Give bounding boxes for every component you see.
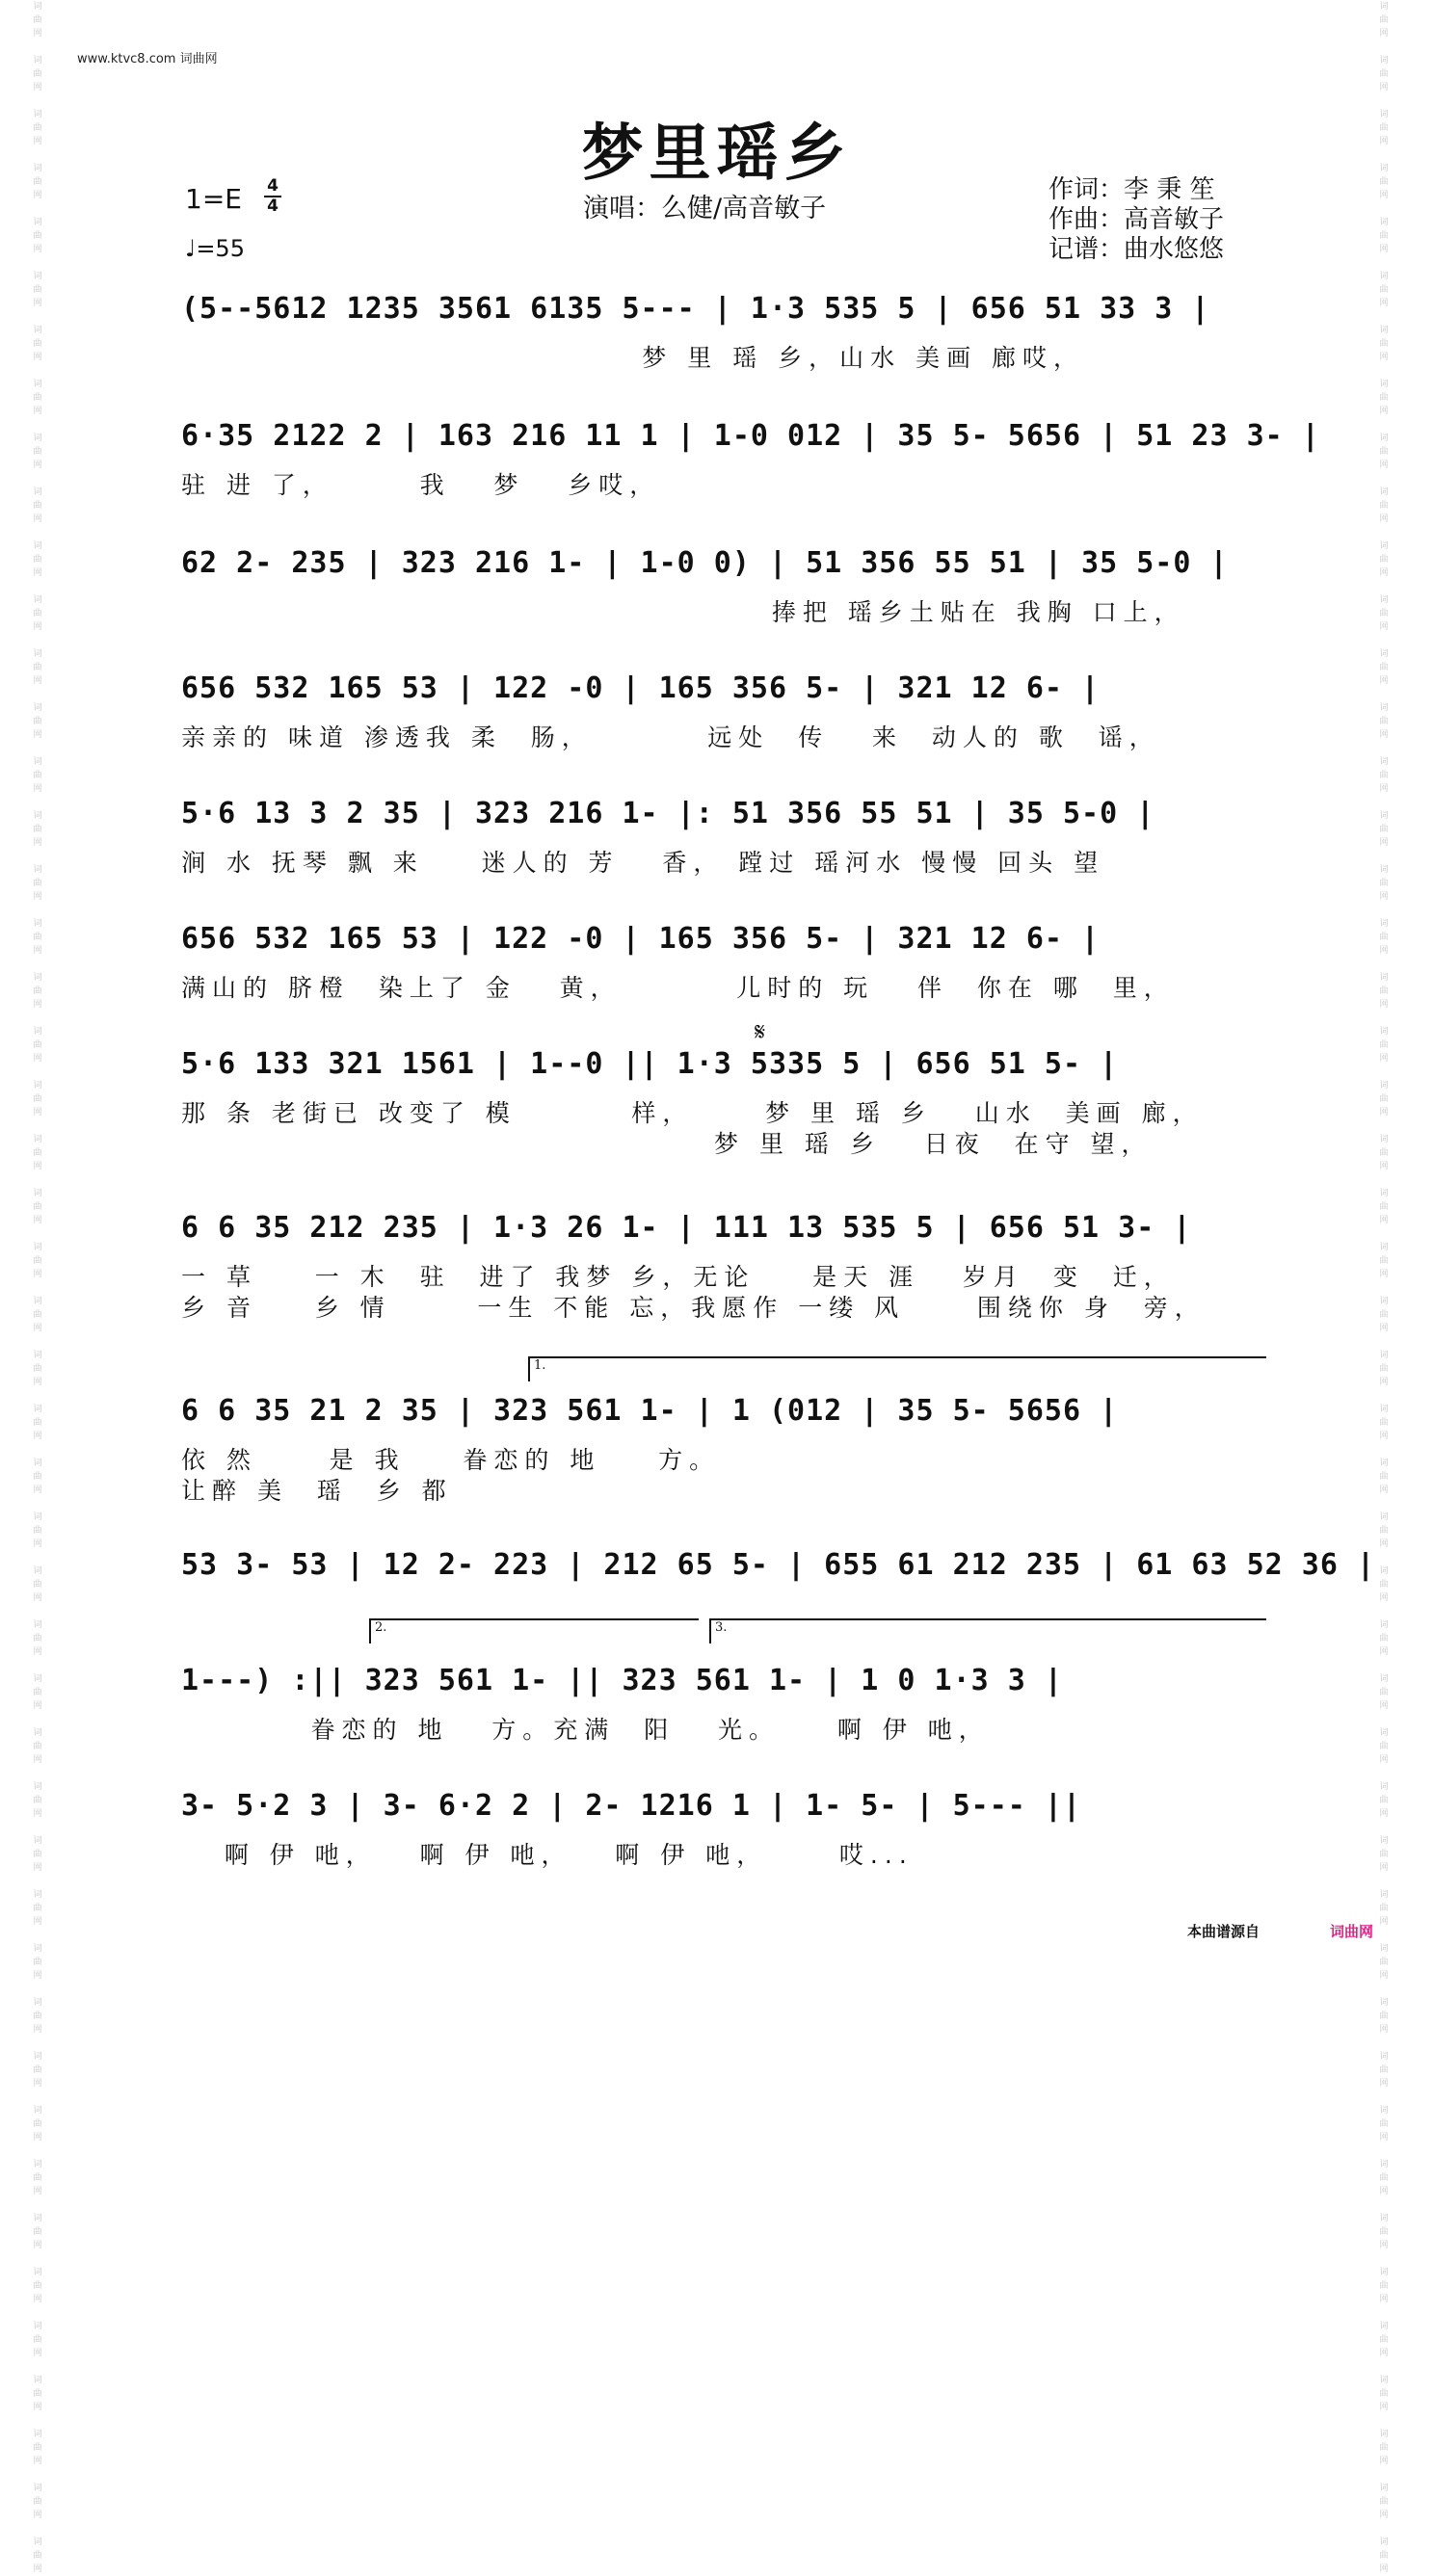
volta-second-ending: 2. xyxy=(369,1618,699,1643)
time-signature xyxy=(262,177,283,216)
credits-block xyxy=(1048,175,1224,265)
notation-line: 3‑ 5·2 3 | 3‑ 6·2 2 | 2‑ 1216 1 | 1‑ 5‑ | 5‑‑‑ || xyxy=(181,1789,1082,1823)
volta-first-ending: 1. xyxy=(528,1356,1266,1381)
volta-third-ending: 3. xyxy=(709,1618,1266,1643)
site-watermark: www.ktvc8.com 词曲网 xyxy=(77,52,218,66)
score-system xyxy=(181,285,1257,374)
footer-source-text: 本曲谱源自 xyxy=(1187,1923,1261,1940)
transcriber-credit: 记谱：曲水悠悠 xyxy=(1048,235,1225,264)
score-system xyxy=(181,790,1257,879)
score-system xyxy=(181,539,1257,628)
song-title: 梦里瑶乡 xyxy=(581,118,852,190)
lyric-line: 捧把 瑶乡土贴在 我胸 口上， xyxy=(181,598,1185,626)
notation-line: 6·35 2122 2 | 163 216 11 1 | 1‑0 012 | 35 5‑ 5656 | 51 23 3‑ | xyxy=(181,419,1320,453)
lyric-line: 依 然 是 我 眷恋的 地 方。 xyxy=(181,1446,721,1474)
notation-line: (5‑‑5612 1235 3561 6135 5‑‑‑ | 1·3 535 5 | 656 51 33 3 | xyxy=(181,292,1210,326)
notation-line: 1‑‑‑) :|| 323 561 1‑ || 323 561 1‑ | 1 0 1·3 3 | xyxy=(181,1664,1063,1697)
score-system xyxy=(181,915,1257,1004)
lyricist-credit: 作词：李 秉 笙 xyxy=(1048,175,1215,204)
key-signature: 1=E xyxy=(185,183,242,215)
lyric-line: 那 条 老街已 改变了 模 样， 梦 里 瑶 乡 山水 美画 廊， xyxy=(181,1099,1204,1127)
score-system xyxy=(181,1657,1257,1746)
lyric-line: 梦 里 瑶 乡 日夜 在守 望， xyxy=(181,1130,1153,1158)
notation-line: 53 3‑ 53 | 12 2‑ 223 | 212 65 5‑ | 655 61 212 235 | 61 63 52 36 | xyxy=(181,1548,1375,1582)
lyric-line: 满山的 脐橙 染上了 金 黄， 儿时的 玩 伴 你在 哪 里， xyxy=(181,974,1175,1002)
score-system xyxy=(181,412,1320,501)
score-system xyxy=(181,665,1257,753)
tempo-marking: ♩=55 xyxy=(185,235,245,262)
notation-line: 656 532 165 53 | 122 ‑0 | 165 356 5‑ | 321 12 6‑ | xyxy=(181,922,1101,956)
lyric-line: 让醉 美 瑶 乡 都 xyxy=(181,1477,453,1505)
notation-line: 656 532 165 53 | 122 ‑0 | 165 356 5‑ | 321 12 6‑ | xyxy=(181,671,1101,705)
score-system xyxy=(181,1387,1257,1507)
lyric-line: 啊 伊 吔， 啊 伊 吔， 啊 伊 吔， 哎... xyxy=(181,1841,914,1869)
score-system xyxy=(181,1782,1257,1871)
left-margin-watermark: 词 曲 网 词 曲 网 词 曲 网 词 曲 网 词 曲 网 词 曲 网 词 曲 网 词 曲 网 词 曲 网 词 曲 网 词 曲 网 词 曲 网 词 曲 网 词 曲 网 词 曲 网 词 曲 网 词 曲 网 词 曲 网 词 曲 网 词 曲 网 词 曲 网 词 曲 网 词 曲 网 词 曲 网 词 曲 网 词 曲 网 词 曲 网 词 曲 网 词 曲 网 词 曲 网 词 曲 网 词 曲 网 词 曲 网 词 曲 网 词 曲 网 词 曲 网 词 曲 网 词 曲 网 词 曲 网 词 曲 网 词 曲 网 词 曲 网 词 曲 网 词 曲 网 词 曲 网 词 曲 网 词 曲 网 词 曲 网 xyxy=(33,2,42,2574)
segno-sign: 𝄋 xyxy=(755,1018,766,1047)
lyric-line: 驻 进 了， 我 梦 乡哎， xyxy=(181,471,661,499)
composer-credit: 作曲：高音敏子 xyxy=(1048,205,1225,234)
score-system xyxy=(181,1541,1375,1590)
lyric-line: 乡 音 乡 情 一生 不能 忘，我愿作 一缕 风 围绕你 身 旁， xyxy=(181,1294,1206,1322)
lyric-line: 涧 水 抚琴 飘 来 迷人的 芳 香， 蹚过 瑶河水 慢慢 回头 望 xyxy=(181,849,1105,877)
score-system xyxy=(181,1040,1257,1160)
lyric-line: 一 草 一 木 驻 进了 我梦 乡，无论 是天 涯 岁月 变 迁， xyxy=(181,1263,1175,1291)
lyric-line: 梦 里 瑶 乡，山水 美画 廊哎， xyxy=(181,344,1085,372)
footer-brand-link[interactable]: 词曲网 xyxy=(1330,1923,1374,1940)
notation-line: 5·6 133 321 1561 | 1‑‑0 || 1·3 5335 5 | 656 51 5‑ | xyxy=(181,1047,1119,1081)
singer-credit: 演唱：么健/高音敏子 xyxy=(583,194,827,223)
time-denominator: 4 xyxy=(267,197,279,216)
lyric-line: 眷恋的 地 方。充满 阳 光。 啊 伊 吔， xyxy=(181,1716,990,1744)
notation-line: 62 2‑ 235 | 323 216 1‑ | 1‑0 0) | 51 356 55 51 | 35 5‑0 | xyxy=(181,546,1229,580)
notation-line: 6 6 35 21 2 35 | 323 561 1‑ | 1 (012 | 35 5‑ 5656 | xyxy=(181,1394,1119,1428)
right-margin-watermark: 词 曲 网 词 曲 网 词 曲 网 词 曲 网 词 曲 网 词 曲 网 词 曲 网 词 曲 网 词 曲 网 词 曲 网 词 曲 网 词 曲 网 词 曲 网 词 曲 网 词 曲 网 词 曲 网 词 曲 网 词 曲 网 词 曲 网 词 曲 网 词 曲 网 词 曲 网 词 曲 网 词 曲 网 词 曲 网 词 曲 网 词 曲 网 词 曲 网 词 曲 网 词 曲 网 词 曲 网 词 曲 网 词 曲 网 词 曲 网 词 曲 网 词 曲 网 词 曲 网 词 曲 网 词 曲 网 词 曲 网 词 曲 网 词 曲 网 词 曲 网 词 曲 网 词 曲 网 词 曲 网 词 曲 网 词 曲 网 xyxy=(1379,2,1389,2574)
notation-line: 6 6 35 212 235 | 1·3 26 1‑ | 111 13 535 5 | 656 51 3‑ | xyxy=(181,1211,1192,1245)
score-system xyxy=(181,1204,1257,1324)
time-numerator: 4 xyxy=(267,176,279,196)
notation-line: 5·6 13 3 2 35 | 323 216 1‑ |: 51 356 55 51 | 35 5‑0 | xyxy=(181,797,1155,830)
lyric-line: 亲亲的 味道 渗透我 柔 肠， 远处 传 来 动人的 歌 谣， xyxy=(181,723,1160,751)
